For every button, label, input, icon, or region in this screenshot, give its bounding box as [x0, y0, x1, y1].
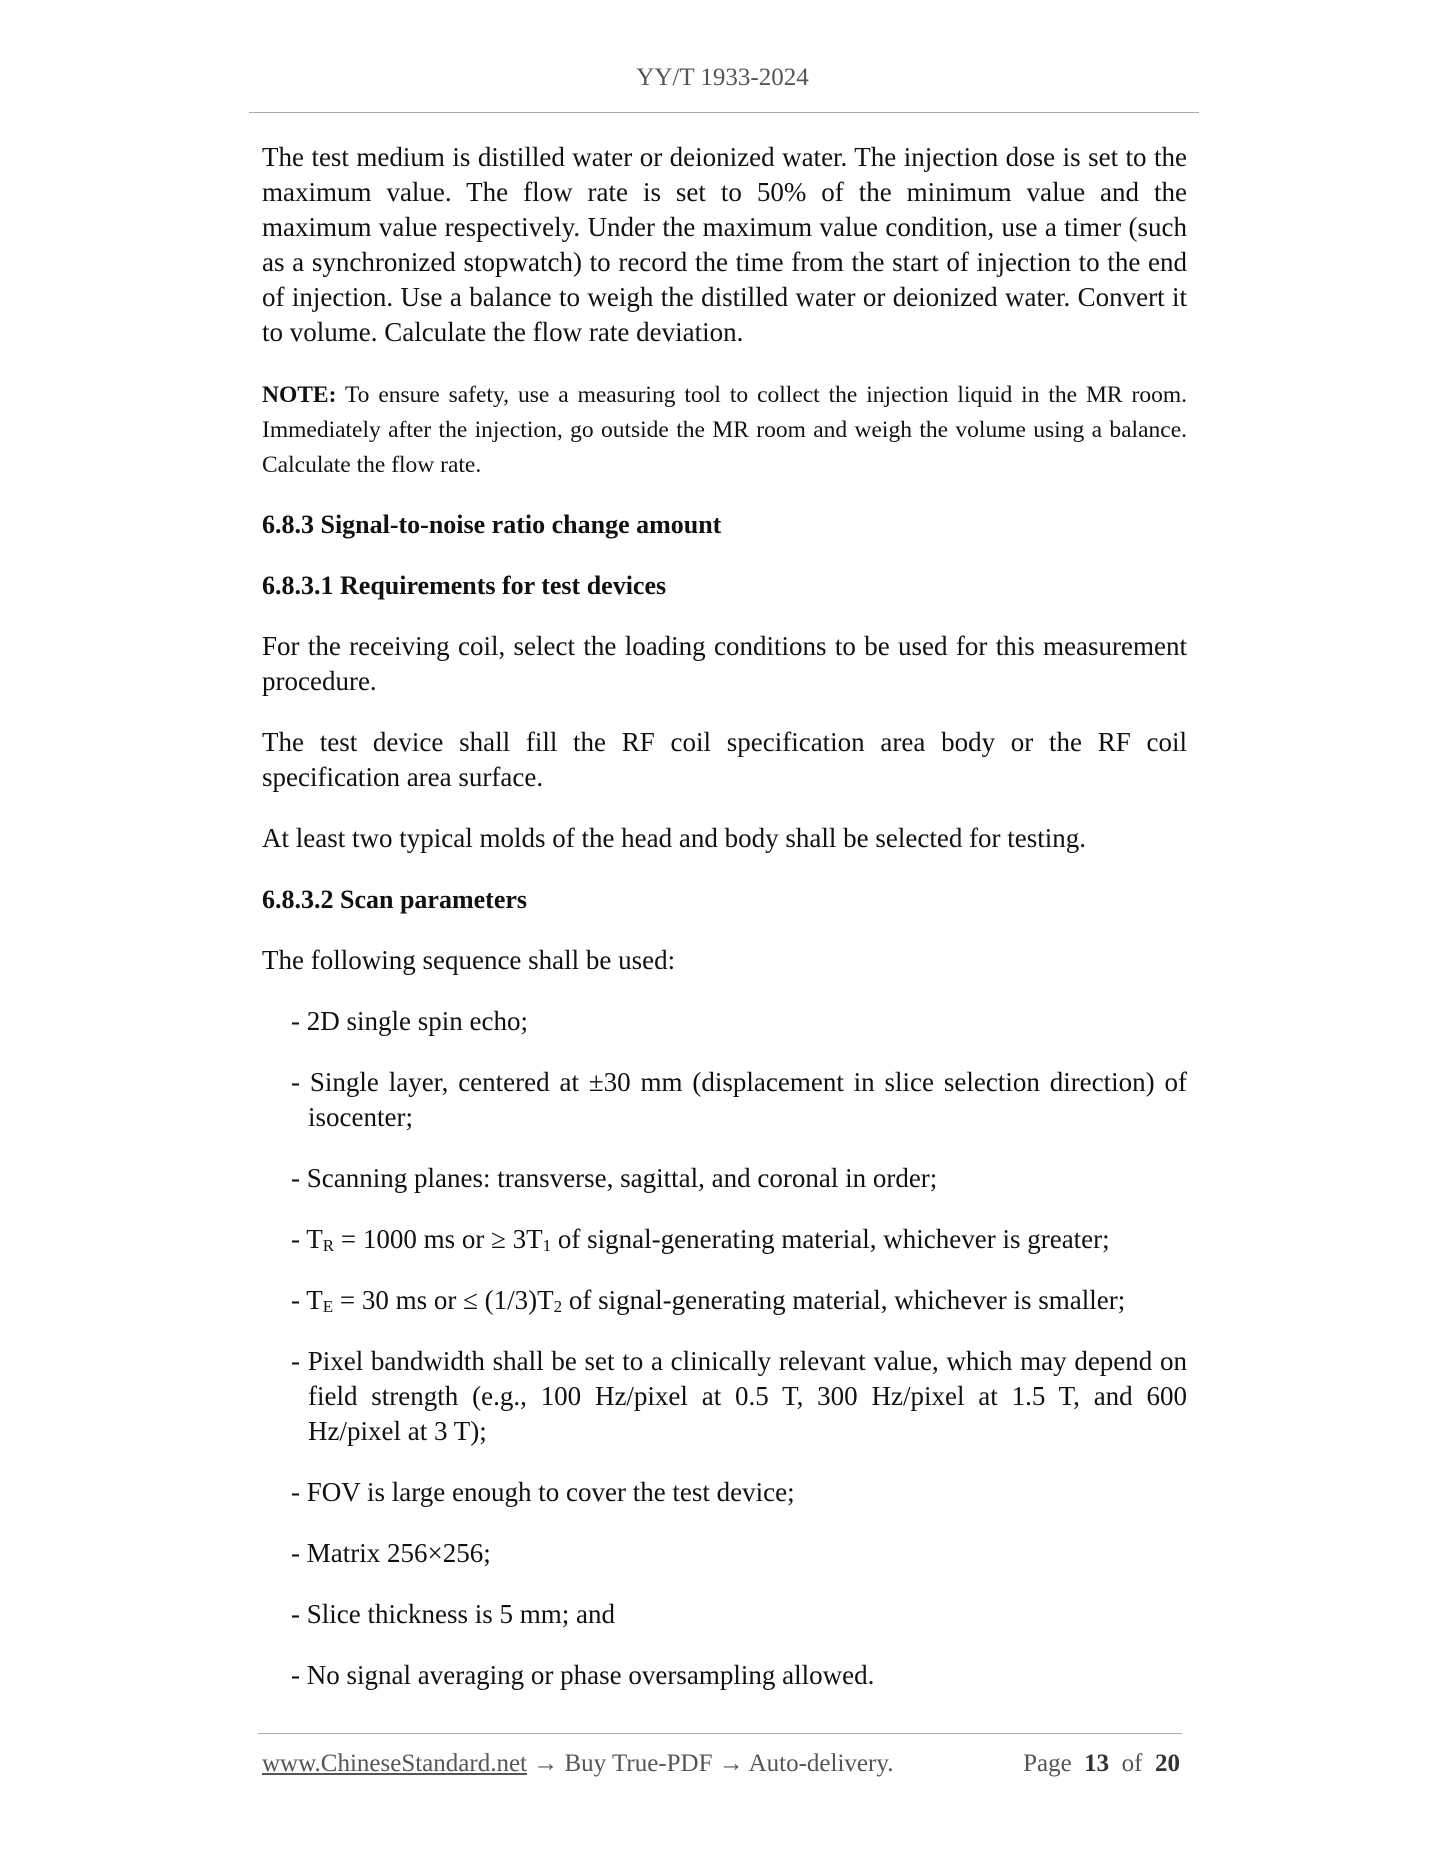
paragraph-receiving-coil: For the receiving coil, select the loading conditions to be used for this measurement procedure.	[262, 631, 1187, 696]
header-divider	[249, 112, 1199, 113]
page-label: Page	[1023, 1750, 1072, 1777]
list-item: - Pixel bandwidth shall be set to a clinically relevant value, which may depend on field strength (e.g., 100 Hz/pixel at 0.5 T, 300 Hz/pixel at 1.5 T, and 600 Hz/pixel at 3 T);	[291, 1346, 1187, 1446]
subscript: 2	[553, 1297, 563, 1316]
sequence-intro: The following sequence shall be used:	[262, 945, 676, 975]
section-6-8-3-heading: 6.8.3 Signal-to-noise ratio change amount	[262, 510, 722, 539]
intro-paragraph: The test medium is distilled water or deionized water. The injection dose is set to the maximum value. The flow rate is set to 50% of the minimum value and the maximum value respectively. Under the maximum value condition, use a timer (such as a synchronized stopwatch) to record the time from the start of injection to the end of injection. Use a balance to weigh the distilled water or deionized water. Convert it to volume. Calculate the flow rate deviation.	[262, 142, 1187, 347]
note-paragraph	[262, 378, 1187, 483]
footer-tagline: → Buy True-PDF → Auto-delivery.	[527, 1750, 894, 1777]
list-item: - Scanning planes: transverse, sagittal, and coronal in order;	[291, 1163, 938, 1193]
list-item-text: - T	[291, 1285, 323, 1315]
note-label: NOTE:	[262, 382, 337, 408]
list-item	[279, 1283, 1187, 1318]
list-item-text: = 30 ms or ≤ (1/3)T	[333, 1285, 554, 1315]
list-item-text: = 1000 ms or ≥ 3T	[334, 1224, 543, 1254]
footer-divider	[258, 1733, 1182, 1734]
list-item	[279, 1222, 1187, 1257]
page-footer	[262, 1750, 1180, 1784]
page-indicator	[1023, 1750, 1180, 1778]
page-header: YY/T 1933-2024	[636, 64, 809, 91]
chinesestandard-link[interactable]: www.ChineseStandard.net	[262, 1750, 527, 1777]
section-6-8-3-2-heading: 6.8.3.2 Scan parameters	[262, 885, 528, 914]
list-item: - Slice thickness is 5 mm; and	[291, 1599, 615, 1629]
paragraph-typical-molds: At least two typical molds of the head and body shall be selected for testing.	[262, 823, 1087, 853]
page-content	[262, 140, 1187, 1693]
list-item-text: - T	[291, 1224, 323, 1254]
footer-promo	[262, 1750, 893, 1778]
subscript: E	[322, 1297, 334, 1316]
list-item: - Single layer, centered at ±30 mm (displacement in slice selection direction) of isocenter;	[291, 1067, 1187, 1132]
list-item-text: of signal-generating material, whichever is greater;	[551, 1224, 1110, 1254]
paragraph-test-device-fill: The test device shall fill the RF coil specification area body or the RF coil specification area surface.	[262, 727, 1187, 792]
total-pages: 20	[1155, 1750, 1180, 1777]
section-6-8-3-1-heading: 6.8.3.1 Requirements for test devices	[262, 571, 667, 600]
page-number: 13	[1084, 1750, 1110, 1777]
subscript: 1	[542, 1236, 552, 1255]
note-text: To ensure safety, use a measuring tool to collect the injection liquid in the MR room. Immediately after the injection, go outside the MR room and weigh the volume using a balance. Calculate the flow rate.	[262, 382, 1187, 478]
list-item-text: of signal-generating material, whichever is smaller;	[562, 1285, 1126, 1315]
list-item: - FOV is large enough to cover the test device;	[291, 1477, 795, 1507]
list-item: - No signal averaging or phase oversampling allowed.	[291, 1660, 875, 1690]
subscript: R	[322, 1236, 335, 1255]
list-item: - Matrix 256×256;	[291, 1538, 491, 1568]
of-label: of	[1121, 1750, 1143, 1777]
scan-parameter-list	[262, 1004, 1187, 1693]
list-item: - 2D single spin echo;	[291, 1006, 528, 1036]
